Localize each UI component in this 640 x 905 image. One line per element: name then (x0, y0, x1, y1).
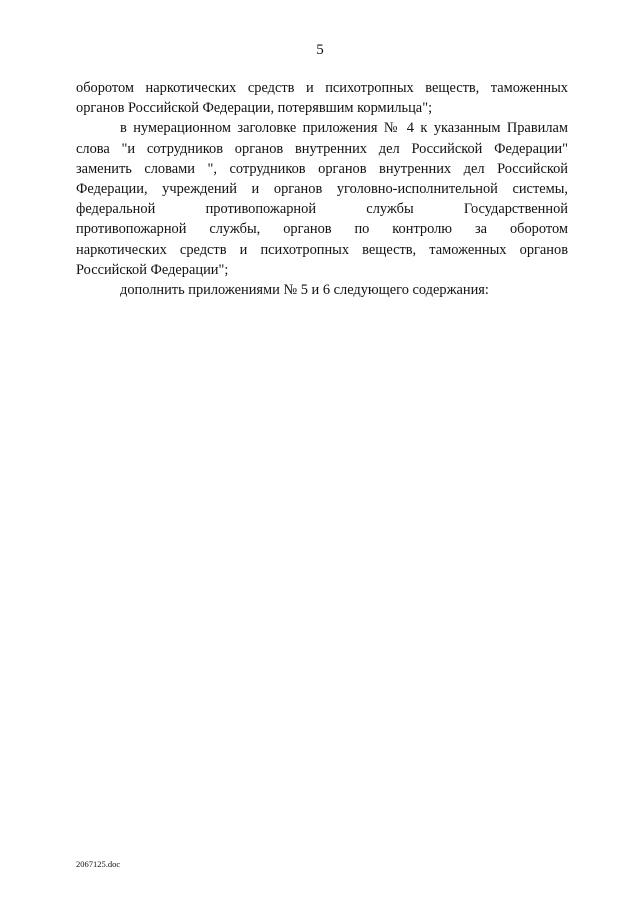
text-line: Российской Федерации"; (76, 261, 229, 278)
paragraph-add-annexes (76, 280, 568, 300)
text-line: в нумерационном заголовке приложения № 4 к указанным Правилам (120, 120, 568, 137)
paragraph-continuation (76, 78, 568, 118)
text-line: слова "и сотрудников органов внутренних дел Российской Федерации" (76, 140, 568, 157)
text-line: оборотом наркотических средств и психотропных веществ, таможенных (76, 80, 568, 96)
text-line: Федерации, учреждений и органов уголовно-исполнительной системы, (76, 181, 568, 198)
text-line: органов Российской Федерации, потерявшим кормильца"; (76, 100, 433, 117)
text-line: заменить словами ", сотрудников органов внутренних дел Российской (76, 160, 568, 177)
document-body (76, 78, 568, 300)
text-line: федеральной противопожарной службы Государственной (76, 201, 568, 218)
text-line: противопожарной службы, органов по контролю за оборотом (76, 221, 568, 238)
text-line: дополнить приложениями № 5 и 6 следующего содержания: (120, 282, 489, 299)
footer-filename: 2067125.doc (76, 859, 121, 869)
paragraph-annex-4-title (76, 118, 568, 280)
page-number: 5 (316, 42, 324, 58)
text-line: наркотических средств и психотропных веществ, таможенных органов (76, 241, 568, 258)
